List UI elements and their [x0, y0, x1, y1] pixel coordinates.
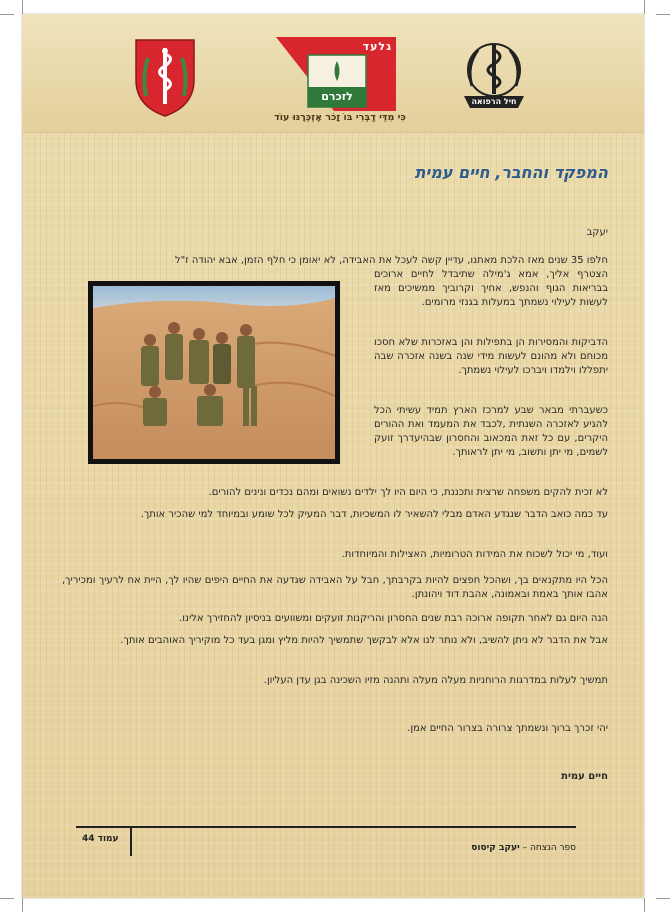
- paragraph-6: ועוד, מי יכול לשכוח את המידות הטרומיות, האצילות והמיוחדות.: [341, 549, 608, 560]
- greeting: יעקב: [586, 227, 608, 238]
- paragraph-3: כשעברתי מבאר שבע למרכז הארץ תמיד עשיתי הכל להגיע לאזכרה השנתית ,לכבד את המעמד ואת ההורים היקרים, עם כל זאת המכאוב והחסרון שבהיעדרך זועק לשמים, מי יתן ותשוב, מי יתן לראותך.: [374, 405, 608, 458]
- crop-mark: [22, 898, 23, 912]
- paragraph-7: הכל היו מתקנאים בך, ושהכל חפצים להיות בקרבתך, חבל על האבידה שגדעה את החיים היפים שהיו לך, היית אח לרעיך ומכיריך, אהבו אותך באמת ובאמונה, אהבת דוד ויהונתן.: [62, 575, 608, 600]
- crop-mark: [0, 898, 14, 899]
- crop-mark: [0, 14, 14, 15]
- emblem-caption: לזכרם: [321, 90, 353, 103]
- emblem-title: גלעד: [362, 40, 392, 53]
- paragraph-8: הנה היום גם לאחר תקופה ארוכה רבת שנים החסרון והריקנות זועקים ומשוועים בניסיון להחזירך אלינו.: [179, 613, 608, 624]
- soldiers-photo: [88, 281, 340, 464]
- emblem-ribbon-text: חיל הרפואה: [471, 97, 517, 106]
- crop-mark: [644, 898, 645, 912]
- paragraph-4: לא זכית להקים משפחה שרצית ותכננת, כי היום היו לך ילדים נשואים ומהם נכדים ונינים להורים.: [208, 487, 608, 498]
- galed-emblem: [276, 37, 396, 111]
- footer-separator: [130, 828, 132, 856]
- medical-shield-icon: [132, 36, 198, 120]
- motto: כִּי מִדֵּי דַבְּרִי בּוֹ זָכֹר אֶזְכְּרֶנּוּ עוֹד: [274, 112, 406, 123]
- paragraph-5: עד כמה כואב הדבר שנגדע האדם מבלי להשאיר לו המשכיות, דבר המעיק לכל שומע ובמיוחד למי שהכיר אותך.: [140, 509, 608, 520]
- signature: חיים עמית: [561, 771, 608, 782]
- book-title-prefix: ספר הנצחה –: [519, 843, 576, 853]
- article-title: המפקד והחבר, חיים עמית: [414, 163, 608, 182]
- paragraph-2: הדביקות והמסירות הן בתפילות והן באזכרות שלא חסכו מכוחם ולא מהונם לעשות מידי שנה בשנה אזכרה שבה יתפללו וילמדו ויברכו לעילוי נשמתך.: [374, 337, 608, 376]
- book-title-name: יעקב קיסוס: [471, 843, 520, 853]
- closing-blessing: יהי זכרך ברוך ונשמתך צרורה בצרור החיים אמן.: [407, 723, 608, 734]
- desert-photo-image: [93, 286, 335, 459]
- crop-mark: [656, 898, 670, 899]
- medical-corps-emblem: [458, 36, 530, 116]
- crop-mark: [22, 0, 23, 14]
- paragraph-10: תמשיך לעלות במדרגות הרוחניות מעלה מעלה ותהנה מזיו השכינה בגן עדן העליון.: [263, 675, 608, 686]
- page-number: עמוד 44: [82, 834, 119, 844]
- paragraph-1-line-1: חלפו 35 שנים מאז הלכת מאתנו, עדיין קשה לעכל את האבידה, לא יאומן כי חלף הזמן, אבא יהודה ז"ל: [174, 255, 608, 266]
- paragraph-1-wrap: הצטרף אליך, אמא ג'מילה שתיבדל לחיים ארוכים בבריאות הגוף והנפש, אחיך וקרוביך ממשיכים מאז לעשות לעילוי נשמתך במעלות בגנזי מרומים.: [374, 269, 608, 308]
- footer-rule: [76, 826, 576, 828]
- book-title: [471, 843, 576, 853]
- crop-mark: [656, 14, 670, 15]
- paragraph-9: אבל את הדבר לא ניתן להשיב, ולא נותר לנו אלא לבקשך שתמשיך להיות מליץ ומגן בעד כל מוקיריך האוהבים אותך.: [120, 635, 608, 646]
- crop-mark: [644, 0, 645, 14]
